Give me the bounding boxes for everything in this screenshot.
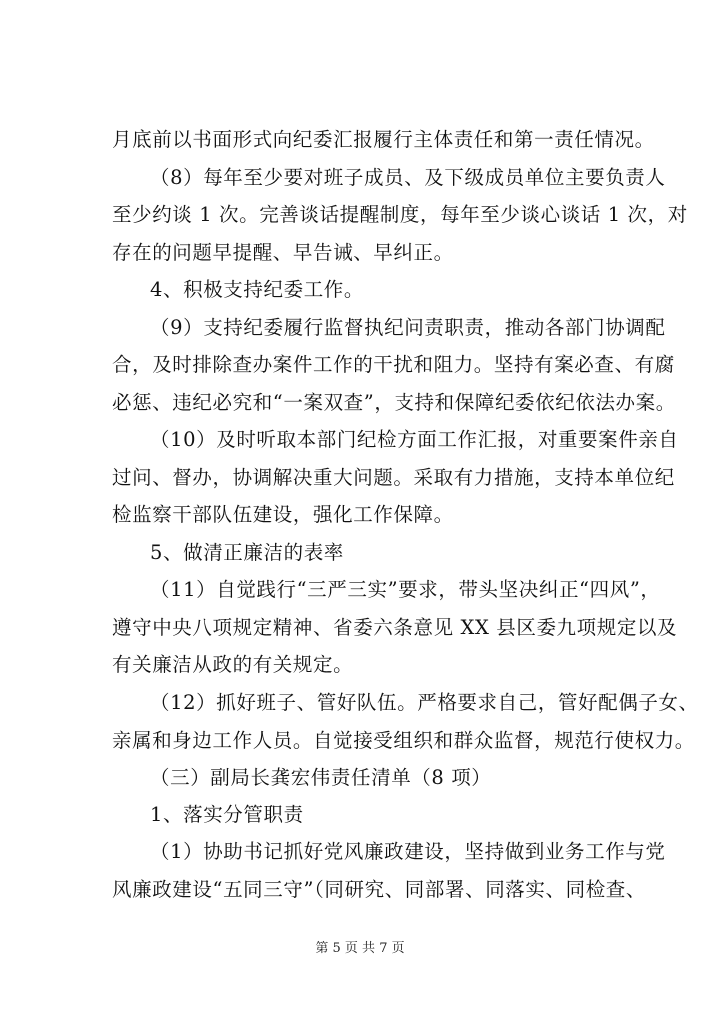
text-line-6: （9）支持纪委履行监督执纪问责职责，推动各部门协调配 (150, 316, 666, 339)
text-line-4: 存在的问题早提醒、早告诫、早纠正。 (112, 241, 454, 264)
section-heading-4: 4、积极支持纪委工作。 (150, 278, 365, 301)
text-line-10: 过问、督办，协调解决重大问题。采取有力措施，支持本单位纪 (112, 466, 675, 489)
text-line-1: 月底前以书面形式向纪委汇报履行主体责任和第一责任情况。 (112, 128, 655, 151)
section-heading-1: 1、落实分管职责 (150, 803, 304, 826)
text-line-17: 亲属和身边工作人员。自觉接受组织和群众监督，规范行使权力。 (112, 729, 695, 752)
section-heading-3: （三）副局长龚宏伟责任清单（8 项） (150, 766, 492, 789)
text-line-16: （12）抓好班子、管好队伍。严格要求自己，管好配偶子女、 (150, 691, 699, 714)
text-line-20: （1）协助书记抓好党风廉政建设，坚持做到业务工作与党 (150, 840, 666, 863)
text-line-21: 风廉政建设“五同三守”（同研究、同部署、同落实、同检查、 (112, 878, 646, 901)
text-line-14: 遵守中央八项规定精神、省委六条意见 XX 县区委九项规定以及 (112, 616, 678, 639)
section-heading-5: 5、做清正廉洁的表率 (150, 541, 344, 564)
text-line-2: （8）每年至少要对班子成员、及下级成员单位主要负责人 (150, 166, 666, 189)
text-line-11: 检监察干部队伍建设，强化工作保障。 (112, 503, 454, 526)
text-line-13: （11）自觉践行“三严三实”要求，带头坚决纠正“四风”， (150, 578, 661, 601)
text-line-8: 必惩、违纪必究和“一案双查”，支持和保障纪委依纪依法办案。 (112, 391, 676, 414)
text-line-7: 合，及时排除查办案件工作的干扰和阻力。坚持有案必查、有腐 (112, 353, 675, 376)
page-footer: 第 5 页 共 7 页 (315, 941, 405, 956)
text-line-3: 至少约谈 1 次。完善谈话提醒制度，每年至少谈心谈话 1 次，对 (112, 203, 688, 226)
text-line-15: 有关廉洁从政的有关规定。 (112, 653, 354, 676)
text-line-9: （10）及时听取本部门纪检方面工作汇报，对重要案件亲自 (150, 428, 679, 451)
